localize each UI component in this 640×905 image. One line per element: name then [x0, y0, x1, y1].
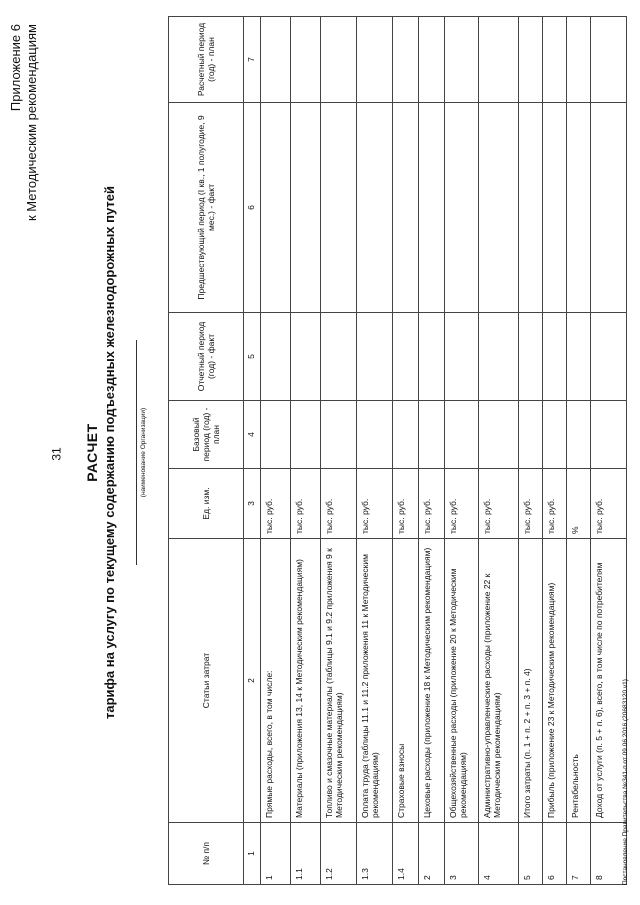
- row-plan-value: [291, 17, 321, 103]
- column-number: 2: [244, 539, 261, 823]
- row-plan-value: [519, 17, 543, 103]
- appendix-number: Приложение 6: [8, 24, 23, 112]
- document-subtitle: тарифа на услугу по текущему содержанию подъездных железнодорожных путей: [102, 186, 117, 719]
- header-reporting-period: Отчетный период (год) - факт: [169, 313, 244, 401]
- row-reporting-value: [393, 313, 419, 401]
- row-reporting-value: [591, 313, 627, 401]
- row-unit: тыс. руб.: [591, 469, 627, 539]
- column-number: 7: [244, 17, 261, 103]
- row-plan-value: [419, 17, 445, 103]
- table-row: [393, 17, 419, 885]
- row-cost-item: Доход от услуги (п. 5 + п. 6), всего, в том числе по потребителям: [591, 539, 627, 823]
- row-base-value: [445, 401, 479, 469]
- row-previous-value: [321, 103, 357, 313]
- row-unit: тыс. руб.: [519, 469, 543, 539]
- header-cost-item: Статьи затрат: [169, 539, 244, 823]
- row-cost-item: Цеховые расходы (приложение 18 к Методическим рекомендациям): [419, 539, 445, 823]
- row-plan-value: [357, 17, 393, 103]
- row-number: 8: [591, 823, 627, 885]
- header-unit: Ед. изм.: [169, 469, 244, 539]
- row-unit: тыс. руб.: [261, 469, 291, 539]
- table-header-row: [169, 17, 244, 885]
- page-number: 31: [49, 447, 64, 461]
- row-unit: тыс. руб.: [291, 469, 321, 539]
- table-row: [567, 17, 591, 885]
- footer-reference: Постановление Правительства №341-п от 09.06.2016 (20683120 v1): [622, 679, 629, 885]
- row-previous-value: [393, 103, 419, 313]
- row-previous-value: [479, 103, 519, 313]
- row-plan-value: [321, 17, 357, 103]
- row-number: 1: [261, 823, 291, 885]
- row-cost-item: Топливо и смазочные материалы (таблицы 9.1 и 9.2 приложения 9 к Методическим рекомендациям): [321, 539, 357, 823]
- tariff-calculation-table: [168, 16, 627, 885]
- row-base-value: [519, 401, 543, 469]
- row-unit: тыс. руб.: [357, 469, 393, 539]
- row-number: 1.3: [357, 823, 393, 885]
- row-plan-value: [261, 17, 291, 103]
- row-previous-value: [567, 103, 591, 313]
- row-plan-value: [393, 17, 419, 103]
- row-base-value: [591, 401, 627, 469]
- row-number: 5: [519, 823, 543, 885]
- row-reporting-value: [479, 313, 519, 401]
- row-unit: тыс. руб.: [393, 469, 419, 539]
- row-previous-value: [419, 103, 445, 313]
- column-numbers-row: [244, 17, 261, 885]
- row-base-value: [321, 401, 357, 469]
- row-previous-value: [445, 103, 479, 313]
- row-reporting-value: [543, 313, 567, 401]
- organization-name-line: [136, 340, 137, 565]
- row-number: 7: [567, 823, 591, 885]
- row-base-value: [393, 401, 419, 469]
- row-previous-value: [519, 103, 543, 313]
- row-base-value: [543, 401, 567, 469]
- row-reporting-value: [321, 313, 357, 401]
- appendix-reference: к Методическим рекомендациям: [24, 24, 39, 222]
- row-reporting-value: [419, 313, 445, 401]
- column-number: 1: [244, 823, 261, 885]
- row-base-value: [479, 401, 519, 469]
- table-row: [357, 17, 393, 885]
- row-base-value: [261, 401, 291, 469]
- document-title: РАСЧЕТ: [84, 423, 100, 482]
- column-number: 6: [244, 103, 261, 313]
- column-number: 4: [244, 401, 261, 469]
- row-plan-value: [543, 17, 567, 103]
- header-calculation-period: Расчетный период (год) - план: [169, 17, 244, 103]
- row-number: 4: [479, 823, 519, 885]
- table-row: [321, 17, 357, 885]
- row-cost-item: Прибыль (приложение 23 к Методическим рекомендациям): [543, 539, 567, 823]
- row-reporting-value: [357, 313, 393, 401]
- row-base-value: [567, 401, 591, 469]
- row-cost-item: Итого затраты (п. 1 + п. 2 + п. 3 + п. 4): [519, 539, 543, 823]
- table-row: [261, 17, 291, 885]
- row-cost-item: Материалы (приложения 13, 14 к Методическим рекомендациям): [291, 539, 321, 823]
- row-unit: %: [567, 469, 591, 539]
- row-base-value: [419, 401, 445, 469]
- row-plan-value: [445, 17, 479, 103]
- table-row: [419, 17, 445, 885]
- row-cost-item: Прямые расходы, всего, в том числе:: [261, 539, 291, 823]
- row-cost-item: Административно-управленческие расходы (приложение 22 к Методическим рекомендациям): [479, 539, 519, 823]
- row-cost-item: Общехозяйственные расходы (приложение 20 к Методическим рекомендациям): [445, 539, 479, 823]
- row-plan-value: [591, 17, 627, 103]
- row-plan-value: [479, 17, 519, 103]
- row-previous-value: [543, 103, 567, 313]
- row-base-value: [291, 401, 321, 469]
- appendix-header: [8, 24, 40, 221]
- row-reporting-value: [261, 313, 291, 401]
- row-number: 1.4: [393, 823, 419, 885]
- row-number: 3: [445, 823, 479, 885]
- header-base-period: Базовый период (год) - план: [169, 401, 244, 469]
- table-row: [291, 17, 321, 885]
- organization-caption: (наименование Организации): [140, 407, 147, 498]
- row-previous-value: [357, 103, 393, 313]
- row-number: 2: [419, 823, 445, 885]
- header-number: № п/п: [169, 823, 244, 885]
- row-number: 1.2: [321, 823, 357, 885]
- table-row: [479, 17, 519, 885]
- row-number: 1.1: [291, 823, 321, 885]
- row-previous-value: [591, 103, 627, 313]
- row-unit: тыс. руб.: [419, 469, 445, 539]
- row-reporting-value: [519, 313, 543, 401]
- row-unit: тыс. руб.: [445, 469, 479, 539]
- row-unit: тыс. руб.: [321, 469, 357, 539]
- row-cost-item: Оплата труда (таблицы 11.1 и 11.2 приложения 11 к Методическим рекомендациям): [357, 539, 393, 823]
- row-previous-value: [261, 103, 291, 313]
- row-cost-item: Рентабельность: [567, 539, 591, 823]
- row-unit: тыс. руб.: [479, 469, 519, 539]
- table-row: [543, 17, 567, 885]
- row-plan-value: [567, 17, 591, 103]
- column-number: 5: [244, 313, 261, 401]
- row-reporting-value: [445, 313, 479, 401]
- row-cost-item: Страховые взносы: [393, 539, 419, 823]
- row-reporting-value: [567, 313, 591, 401]
- table-row: [519, 17, 543, 885]
- row-unit: тыс. руб.: [543, 469, 567, 539]
- table-row: [445, 17, 479, 885]
- row-number: 6: [543, 823, 567, 885]
- column-number: 3: [244, 469, 261, 539]
- row-base-value: [357, 401, 393, 469]
- row-reporting-value: [291, 313, 321, 401]
- row-previous-value: [291, 103, 321, 313]
- header-previous-period: Предшествующий период (I кв., 1 полугодие, 9 мес.) - факт: [169, 103, 244, 313]
